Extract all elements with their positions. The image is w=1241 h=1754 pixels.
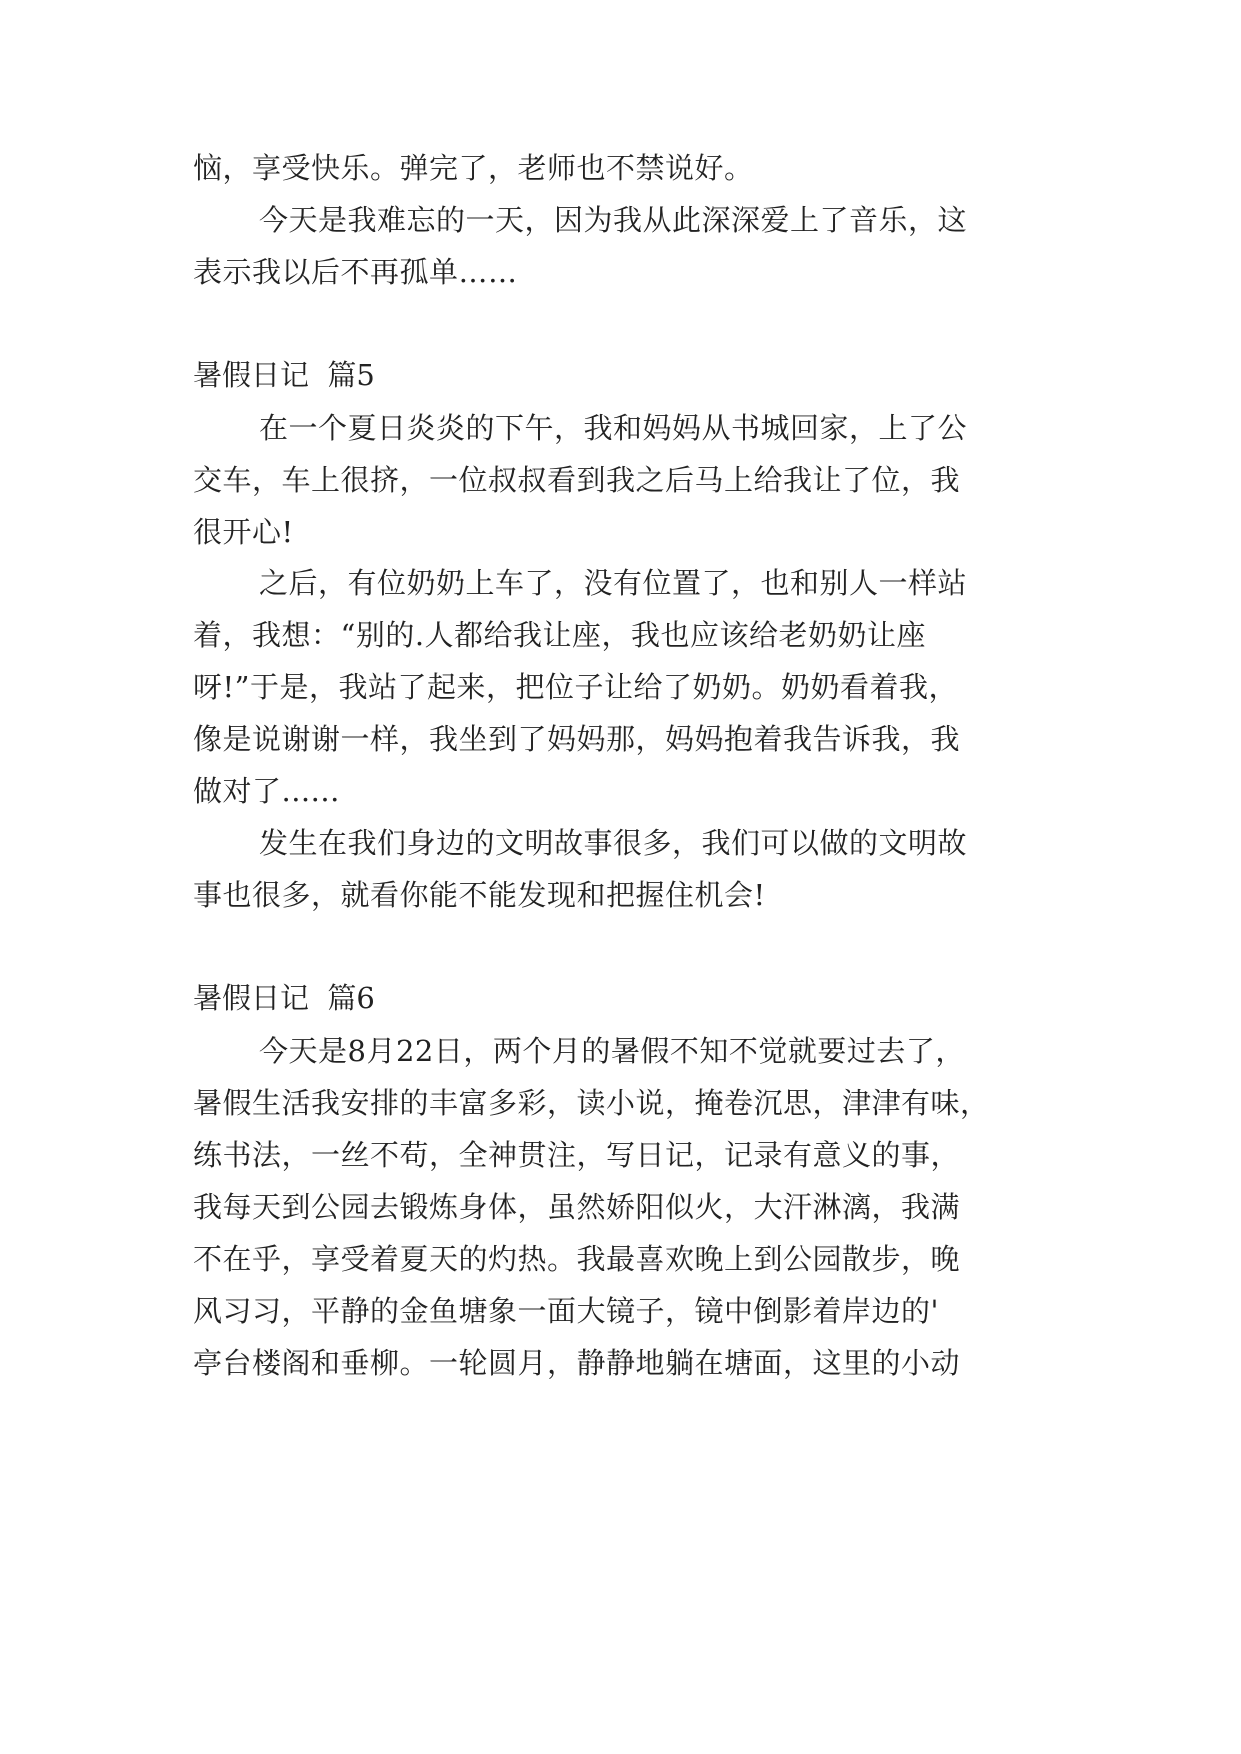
prev-section-paragraph-1 bbox=[193, 148, 1053, 188]
text-line: 风习习，平静的金鱼塘象一面大镜子，镜中倒影着岸边的' bbox=[193, 1294, 939, 1328]
text-line: 做对了...... bbox=[193, 774, 340, 808]
text-line: 今天是我难忘的一天，因为我从此深深爱上了音乐，这 bbox=[259, 203, 968, 237]
text-line: 今天是8月22日，两个月的暑假不知不觉就要过去了， bbox=[259, 1034, 965, 1068]
section5-heading bbox=[193, 355, 1053, 395]
text-line: 亭台楼阁和垂柳。一轮圆月，静静地躺在塘面，这里的小动 bbox=[193, 1346, 961, 1380]
prev-section-paragraph-2 bbox=[193, 200, 1053, 292]
section6-heading bbox=[193, 978, 1053, 1018]
text-line: 表示我以后不再孤单…… bbox=[193, 255, 518, 289]
section5-paragraph-2 bbox=[193, 563, 1053, 811]
text-line: 恼，享受快乐。弹完了，老师也不禁说好。 bbox=[193, 151, 754, 185]
text-line: 在一个夏日炎炎的下午，我和妈妈从书城回家，上了公 bbox=[259, 411, 968, 445]
text-line: 着，我想：“别的.人都给我让座，我也应该给老奶奶让座 bbox=[193, 618, 927, 652]
text-line: 暑假生活我安排的丰富多彩，读小说，掩卷沉思，津津有味， bbox=[193, 1086, 990, 1120]
text-line: 交车，车上很挤，一位叔叔看到我之后马上给我让了位，我 bbox=[193, 463, 961, 497]
text-line: 练书法，一丝不苟，全神贯注，写日记，记录有意义的事， bbox=[193, 1138, 961, 1172]
text-line: 发生在我们身边的文明故事很多，我们可以做的文明故 bbox=[259, 826, 968, 860]
section5-paragraph-3 bbox=[193, 823, 1053, 915]
section5-paragraph-1 bbox=[193, 408, 1053, 552]
text-line: 不在乎，享受着夏天的灼热。我最喜欢晚上到公园散步，晚 bbox=[193, 1242, 961, 1276]
section6-paragraph-1 bbox=[193, 1031, 1053, 1383]
text-line: 很开心! bbox=[193, 515, 294, 549]
section-heading: 暑假日记 篇6 bbox=[193, 981, 375, 1015]
text-line: 之后，有位奶奶上车了，没有位置了，也和别人一样站 bbox=[259, 566, 968, 600]
section-heading: 暑假日记 篇5 bbox=[193, 358, 375, 392]
text-line: 呀!”于是，我站了起来，把位子让给了奶奶。奶奶看着我， bbox=[193, 670, 958, 704]
text-line: 我每天到公园去锻炼身体，虽然娇阳似火，大汗淋漓，我满 bbox=[193, 1190, 961, 1224]
text-line: 像是说谢谢一样，我坐到了妈妈那，妈妈抱着我告诉我，我 bbox=[193, 722, 961, 756]
text-line: 事也很多，就看你能不能发现和把握住机会! bbox=[193, 878, 766, 912]
